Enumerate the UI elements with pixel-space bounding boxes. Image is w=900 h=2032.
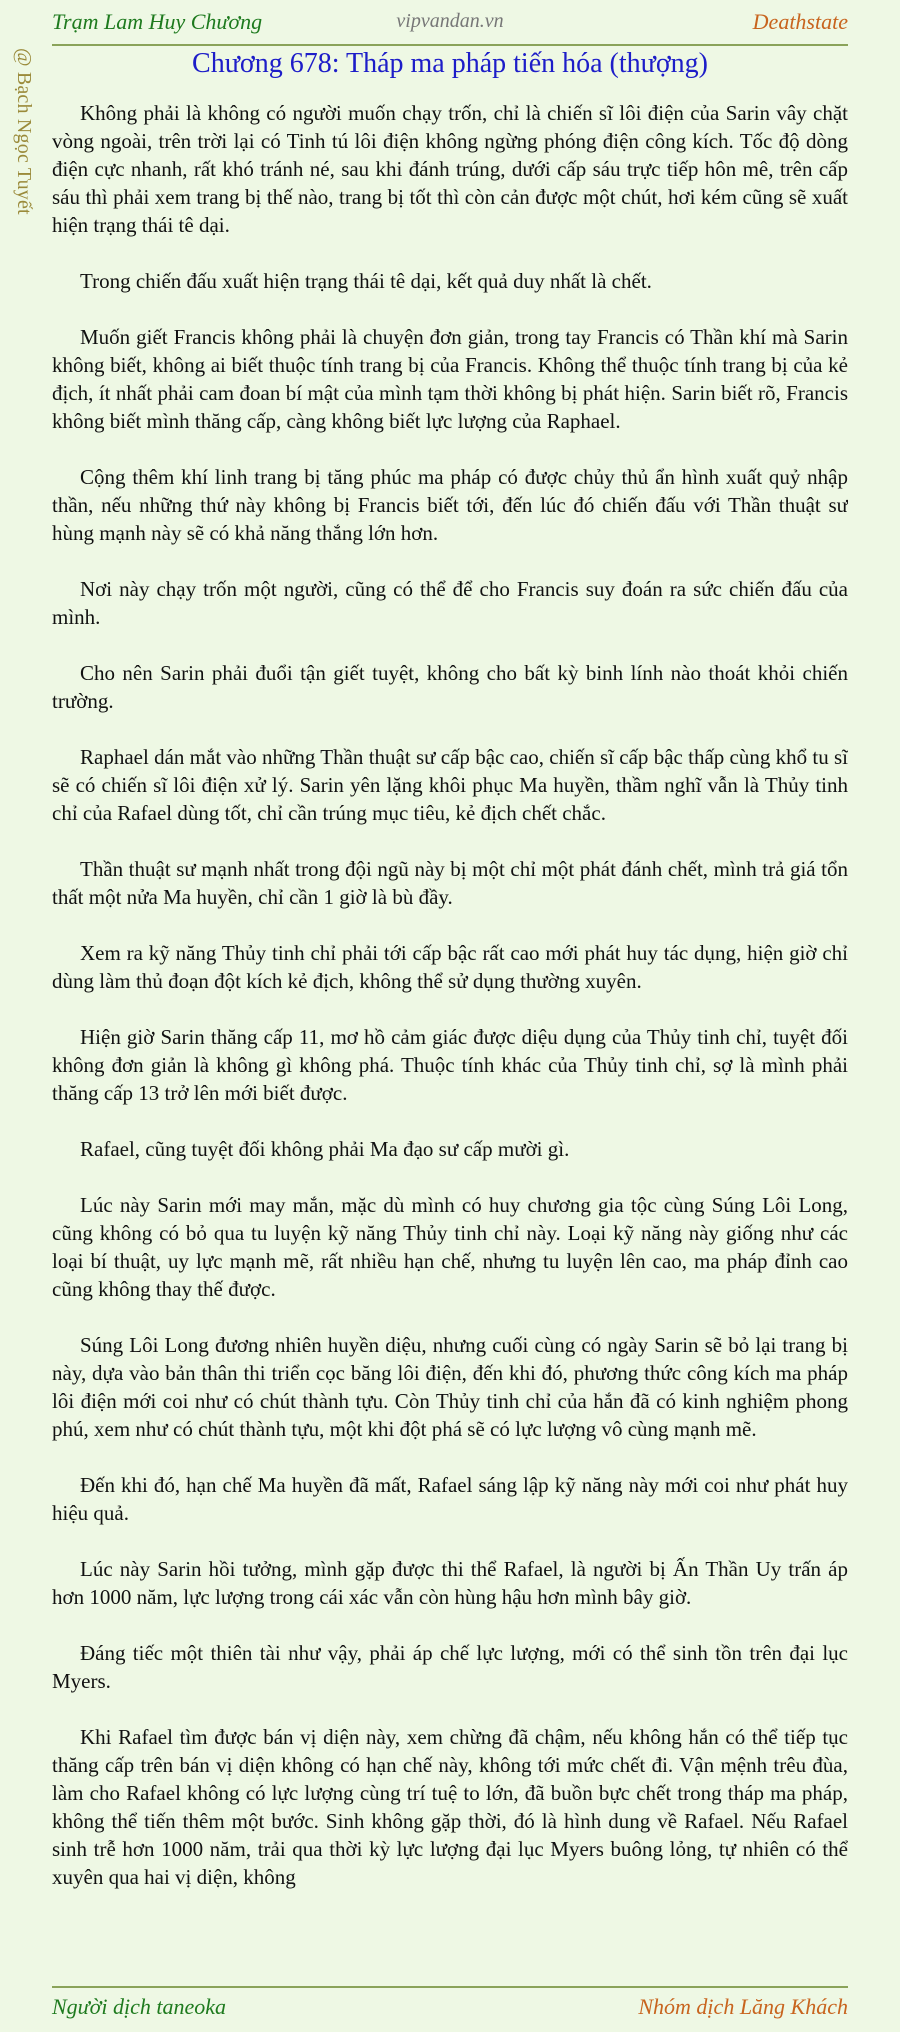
header-site: vipvandan.vn	[396, 10, 504, 32]
side-credit: @ Bạch Ngọc Tuyết	[13, 48, 35, 215]
paragraph: Đáng tiếc một thiên tài như vậy, phải áp chế lực lượng, mới có thể sinh tồn trên đại lục Myers.	[52, 1641, 848, 1693]
paragraph: Trong chiến đấu xuất hiện trạng thái tê dại, kết quả duy nhất là chết.	[80, 269, 652, 293]
header-author: Deathstate	[752, 9, 848, 34]
paragraph: Cộng thêm khí linh trang bị tăng phúc ma pháp có được chủy thủ ẩn hình xuất quỷ nhập thần, nếu những thứ này không bị Francis biết tới, đến lúc đó chiến đấu với Thần thuật sư hùng mạnh này sẽ có khả năng thắng lớn hơn.	[52, 465, 848, 545]
paragraph: Khi Rafael tìm được bán vị diện này, xem chừng đã chậm, nếu không hắn có thể tiếp tục thăng cấp trên bán vị diện không có hạn chế này, không tới mức chết đi. Vận mệnh trêu đùa, làm cho Rafael không có lực lượng cùng trí tuệ to lớn, đã buồn bực chết trong tháp ma pháp, không thể tiến thêm một bước. Sinh không gặp thời, đó là hình dung về Rafael. Nếu Rafael sinh trễ hơn 1000 năm, trải qua thời kỳ lực lượng đại lục Myers buông lỏng, tự nhiên có thể xuyên qua hai vị diện, không	[52, 1725, 848, 1889]
paragraph: Hiện giờ Sarin thăng cấp 11, mơ hồ cảm giác được diệu dụng của Thủy tinh chỉ, tuyệt đối không đơn giản là không gì không phá. Thuộc tính khác của Thủy tinh chỉ, sợ là mình phải thăng cấp 13 trở lên mới biết được.	[52, 1025, 848, 1105]
footer-translator: Người dịch taneoka	[52, 1994, 227, 2019]
paragraph: Súng Lôi Long đương nhiên huyền diệu, nhưng cuối cùng có ngày Sarin sẽ bỏ lại trang bị này, dựa vào bản thân thi triển cọc băng lôi điện, đến khi đó, phương thức công kích ma pháp lôi điện mới coi như có chút thành tựu. Còn Thủy tinh chỉ của hắn đã có kinh nghiệm phong phú, xem như có chút thành tựu, một khi đột phá sẽ có lực lượng vô cùng mạnh mẽ.	[52, 1333, 848, 1441]
paragraph: Raphael dán mắt vào những Thần thuật sư cấp bậc cao, chiến sĩ cấp bậc thấp cùng khổ tu sĩ sẽ có chiến sĩ lôi điện xử lý. Sarin yên lặng khôi phục Ma huyền, thầm nghĩ vẫn là Thủy tinh chỉ của Rafael dùng tốt, chỉ cần trúng mục tiêu, kẻ địch chết chắc.	[52, 745, 848, 825]
paragraph: Nơi này chạy trốn một người, cũng có thể để cho Francis suy đoán ra sức chiến đấu của mình.	[52, 577, 848, 629]
paragraph: Thần thuật sư mạnh nhất trong đội ngũ này bị một chỉ một phát đánh chết, mình trả giá tổn thất một nửa Ma huyền, chỉ cần 1 giờ là bù đầy.	[52, 857, 848, 909]
page-header	[52, 0, 848, 46]
chapter-body	[52, 99, 848, 1979]
paragraph: Rafael, cũng tuyệt đối không phải Ma đạo sư cấp mười gì.	[80, 1137, 570, 1161]
paragraph: Lúc này Sarin mới may mắn, mặc dù mình có huy chương gia tộc cùng Súng Lôi Long, cũng không có bỏ qua tu luyện kỹ năng Thủy tinh chỉ này. Loại kỹ năng này giống như các loại bí thuật, uy lực mạnh mẽ, rất nhiều hạn chế, nhưng tu luyện lên cao, ma pháp đỉnh cao cũng không thay thế được.	[52, 1193, 848, 1301]
footer-group: Nhóm dịch Lăng Khách	[638, 1994, 848, 2019]
paragraph: Xem ra kỹ năng Thủy tinh chỉ phải tới cấp bậc rất cao mới phát huy tác dụng, hiện giờ chỉ dùng làm thủ đoạn đột kích kẻ địch, không thể sử dụng thường xuyên.	[52, 941, 848, 993]
header-book-title: Trạm Lam Huy Chương	[52, 9, 263, 34]
paragraph: Không phải là không có người muốn chạy trốn, chỉ là chiến sĩ lôi điện của Sarin vây chặt vòng ngoài, trên trời lại có Tinh tú lôi điện không ngừng phóng điện công kích. Tốc độ dòng điện cực nhanh, rất khó tránh né, sau khi đánh trúng, dưới cấp sáu trực tiếp hôn mê, trên cấp sáu thì phải xem trang bị thế nào, trang bị tốt thì còn cản được một chút, hơi kém cũng sẽ xuất hiện trạng thái tê dại.	[52, 101, 848, 237]
paragraph: Muốn giết Francis không phải là chuyện đơn giản, trong tay Francis có Thần khí mà Sarin không biết, không ai biết thuộc tính trang bị của Francis. Không thể thuộc tính trang bị của kẻ địch, ít nhất phải cam đoan bí mật của mình tạm thời không bị phát hiện. Sarin biết rõ, Francis không biết mình thăng cấp, càng không biết lực lượng của Raphael.	[52, 325, 848, 433]
chapter-title: Chương 678: Tháp ma pháp tiến hóa (thượng)	[192, 48, 708, 79]
page-footer	[52, 1986, 848, 2032]
paragraph: Đến khi đó, hạn chế Ma huyền đã mất, Rafael sáng lập kỹ năng này mới coi như phát huy hiệu quả.	[52, 1473, 848, 1525]
paragraph: Lúc này Sarin hồi tưởng, mình gặp được thi thể Rafael, là người bị Ấn Thần Uy trấn áp hơn 1000 năm, lực lượng trong cái xác vẫn còn hùng hậu hơn mình bây giờ.	[52, 1557, 848, 1609]
paragraph: Cho nên Sarin phải đuổi tận giết tuyệt, không cho bất kỳ binh lính nào thoát khỏi chiến trường.	[52, 661, 848, 713]
